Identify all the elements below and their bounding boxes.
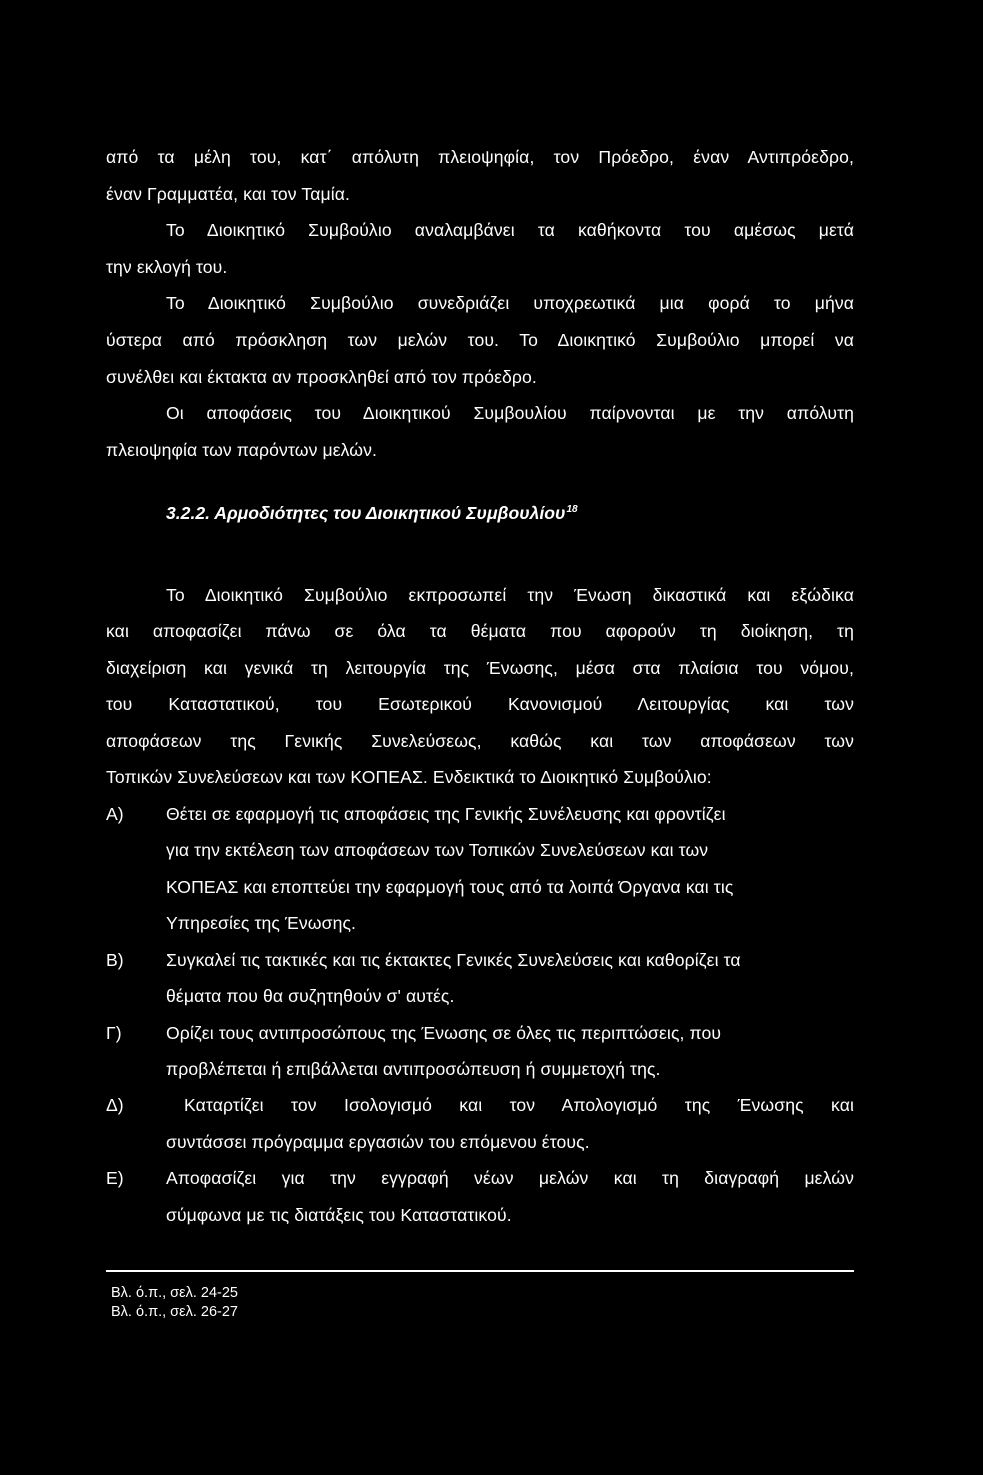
list-item-line: συντάσσει πρόγραμμα εργασιών του επόμενου έτους. (166, 1132, 590, 1152)
footnote-divider (106, 1270, 854, 1272)
list-marker: Α) (106, 804, 124, 824)
list-marker: Δ) (106, 1095, 124, 1115)
footnote-reference: 18 (566, 504, 578, 516)
body-line: Το Διοικητικό Συμβούλιο εκπροσωπεί την Ένωση δικαστικά και εξώδικα (166, 585, 854, 605)
footnote: Βλ. ό.π., σελ. 24-25 (111, 1285, 238, 1301)
list-item-line: ΚΟΠΕΑΣ και εποπτεύει την εφαρμογή τους από τα λοιπά Όργανα και τις (166, 877, 734, 897)
paragraph-line: από τα μέλη του, κατ΄ απόλυτη πλειοψηφία, τον Πρόεδρο, έναν Αντιπρόεδρο, (106, 147, 854, 167)
body-line: αποφάσεων της Γενικής Συνελεύσεως, καθώς και των αποφάσεων των (106, 731, 854, 751)
list-item-line: Καταρτίζει τον Ισολογισμό και τον Απολογισμό της Ένωσης και (184, 1095, 854, 1115)
paragraph-line: συνέλθει και έκτακτα αν προσκληθεί από τον πρόεδρο. (106, 367, 537, 387)
paragraph-line: πλειοψηφία των παρόντων μελών. (106, 440, 378, 460)
list-marker: Γ) (106, 1023, 122, 1043)
list-item-line: θέματα που θα συζητηθούν σ' αυτές. (166, 986, 455, 1006)
list-item-line: προβλέπεται ή επιβάλλεται αντιπροσώπευση ή συμμετοχή της. (166, 1059, 661, 1079)
paragraph-line: την εκλογή του. (106, 257, 228, 277)
body-line: Τοπικών Συνελεύσεων και των ΚΟΠΕΑΣ. Ενδεικτικά το Διοικητικό Συμβούλιο: (106, 767, 712, 787)
list-marker: Ε) (106, 1168, 124, 1188)
body-line: διαχείριση και γενικά τη λειτουργία της Ένωσης, μέσα στα πλαίσια του νόμου, (106, 658, 854, 678)
section-heading (166, 503, 578, 524)
footnote: Βλ. ό.π., σελ. 26-27 (111, 1304, 238, 1320)
list-item-line: για την εκτέλεση των αποφάσεων των Τοπικών Συνελεύσεων και των (166, 840, 709, 860)
paragraph-line: ύστερα από πρόσκληση των μελών του. Το Διοικητικό Συμβούλιο μπορεί να (106, 330, 854, 350)
list-item-line: Θέτει σε εφαρμογή τις αποφάσεις της Γενικής Συνέλευσης και φροντίζει (166, 804, 726, 824)
list-marker: Β) (106, 950, 124, 970)
list-item-line: Ορίζει τους αντιπροσώπους της Ένωσης σε όλες τις περιπτώσεις, που (166, 1023, 722, 1043)
paragraph-line: Το Διοικητικό Συμβούλιο συνεδριάζει υποχρεωτικά μια φορά το μήνα (166, 293, 854, 313)
paragraph-line: Οι αποφάσεις του Διοικητικού Συμβουλίου παίρνονται με την απόλυτη (166, 403, 854, 423)
body-line: του Καταστατικού, του Εσωτερικού Κανονισμού Λειτουργίας και των (106, 694, 854, 714)
list-item-line: Συγκαλεί τις τακτικές και τις έκτακτες Γενικές Συνελεύσεις και καθορίζει τα (166, 950, 741, 970)
section-heading-text: 3.2.2. Αρμοδιότητες του Διοικητικού Συμβουλίου (166, 503, 566, 523)
list-item-line: Υπηρεσίες της Ένωσης. (166, 913, 357, 933)
paragraph-line: Το Διοικητικό Συμβούλιο αναλαμβάνει τα καθήκοντα του αμέσως μετά (166, 220, 854, 240)
list-item-line: Αποφασίζει για την εγγραφή νέων μελών και τη διαγραφή μελών (166, 1168, 854, 1188)
list-item-line: σύμφωνα με τις διατάξεις του Καταστατικού. (166, 1205, 512, 1225)
paragraph-line: έναν Γραμματέα, και τον Ταμία. (106, 184, 351, 204)
body-line: και αποφασίζει πάνω σε όλα τα θέματα που αφορούν τη διοίκηση, τη (106, 621, 854, 641)
